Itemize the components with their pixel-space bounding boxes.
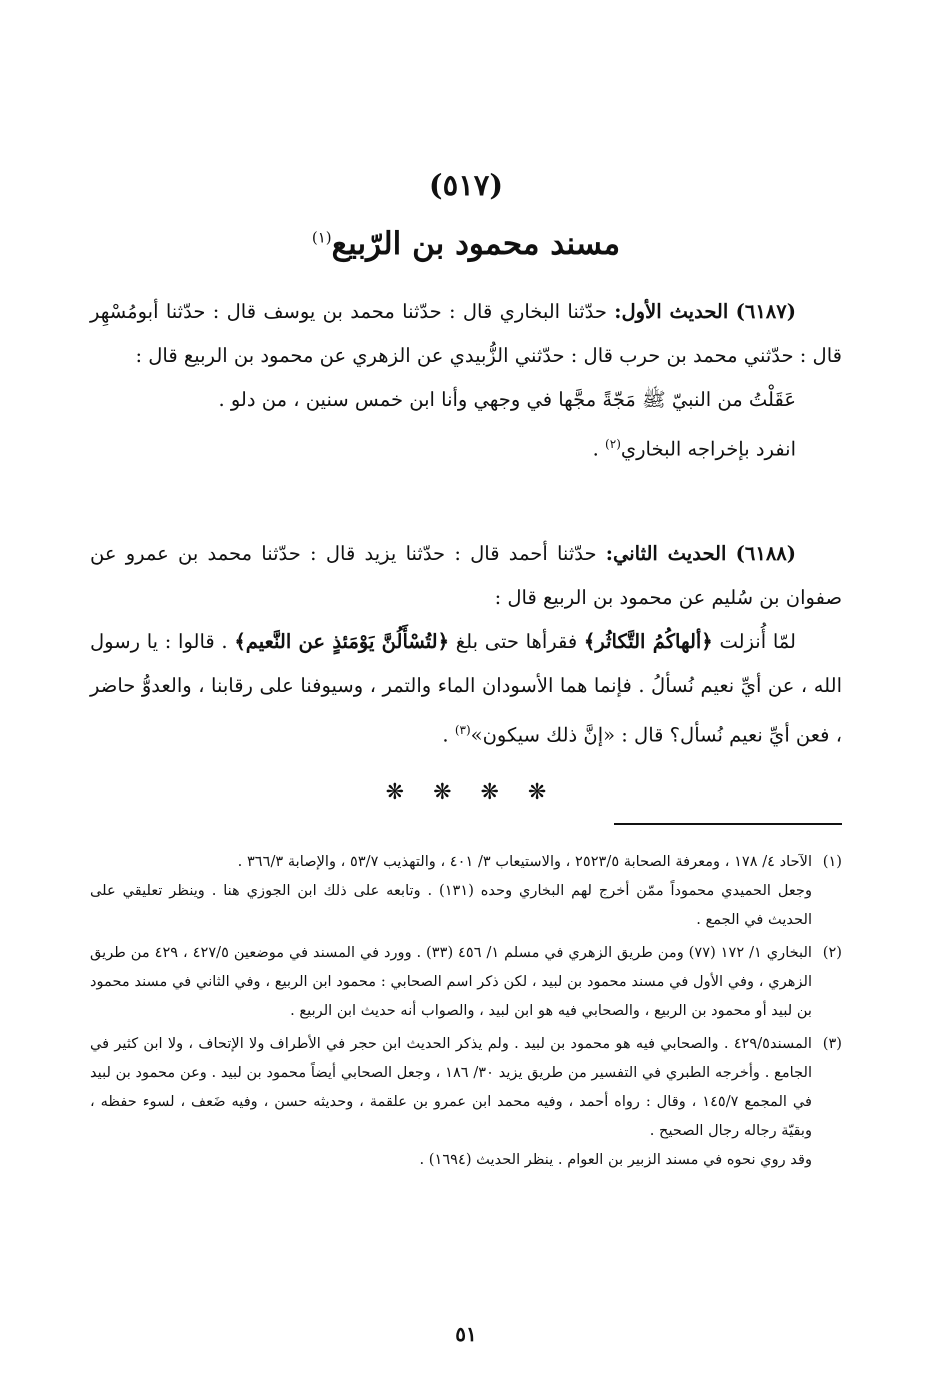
footnote xyxy=(90,1029,842,1174)
hadith-first xyxy=(90,290,842,472)
section-title xyxy=(90,226,842,262)
footnote-rule xyxy=(614,823,842,825)
takhrij-text: انفرد بإخراجه البخاري xyxy=(620,437,796,461)
hadith-matn: عَقَلْتُ من النبيّ ﷺ مَجّةً مجَّها في وجهي وأنا ابن خمس سنين ، من دلو . xyxy=(218,388,796,411)
hadith-isnad-text: حدّثنا البخاري قال : حدّثنا محمد بن يوسف قال : حدّثنا أبومُسْهِر قال : حدّثني محمد بن حرب قال : حدّثني الزُّبيدي عن الزهري عن محمود بن الربيع قال : xyxy=(90,300,842,367)
section-number: (٥١٧) xyxy=(428,168,504,202)
footnote-number: (٢) xyxy=(822,944,842,961)
quran-verse: ﴿ألهاكُمُ التَّكاثُر﴾ xyxy=(583,630,713,653)
footnote xyxy=(90,847,842,934)
footnote-number: (١) xyxy=(822,853,842,870)
hadith-heading: الحديث الثاني: xyxy=(605,542,727,565)
hadith-second xyxy=(90,532,842,758)
hadith-heading: الحديث الأول: xyxy=(614,300,729,323)
page-number: ٥١ xyxy=(455,1322,477,1346)
takhrij-end: . xyxy=(592,437,606,461)
hadith-isnad-text: حدّثنا أحمد قال : حدّثنا يزيد قال : حدّثنا محمد بن عمرو عن صفوان بن سُليم عن محمود بن الربيع قال : xyxy=(90,542,842,609)
hadith-matn-paragraph xyxy=(90,620,842,758)
section-separator: ❋ ❋ ❋ ❋ xyxy=(385,780,547,805)
matn-mid: فقرأها حتى بلغ xyxy=(449,630,584,653)
matn-rest: . قالوا : يا رسول الله ، عن أيِّ نعيم نُسألُ . فإنما هما الأسودان الماء والتمر ، وسيوفنا على رقابنا ، والعدوُّ حاضر ، فعن أيِّ نعيم نُسأل؟ قال : «إنَّ ذلك سيكون» xyxy=(90,630,842,747)
footnote-ref: (٢) xyxy=(605,437,621,451)
footnote xyxy=(90,938,842,1025)
footnote-line: المسند٤٢٩/٥ . والصحابي فيه هو محمود بن لبيد . ولم يذكر الحديث ابن حجر في الأطراف ولا الإتحاف ، ولا ابن كثير في الجامع . وأخرجه الطبري في التفسير من طريق يزيد ٣٠/ ١٨٦ ، وجعل الصحابي أيضاً محمود بن لبيد . وعن محمود بن لبيد في المجمع ١٤٥/٧ ، وقال : رواه أحمد ، وفيه محمد ابن عمرو بن علقمة ، وحديثه حسن ، وفيه ضَعف ، لسوء حفظه ، وبقيّة رجاله رجال الصحيح . xyxy=(90,1035,813,1139)
footnote-number: (٣) xyxy=(822,1035,842,1052)
hadith-number: (٦١٨٨) xyxy=(735,542,797,565)
footnote-line: الآحاد ٤/ ١٧٨ ، ومعرفة الصحابة ٢٥٢٣/٥ ، والاستيعاب ٣/ ٤٠١ ، والتهذيب ٥٣/٧ ، والإصابة ٣٦٦/٣ . xyxy=(237,853,812,870)
matn-end: . xyxy=(442,723,455,747)
footnote-line: البخاري ١/ ١٧٢ (٧٧) ومن طريق الزهري في مسلم ١/ ٤٥٦ (٣٣) . وورد في المسند في موضعين ٤٢٧/٥ ، ٤٢٩ من طريق الزهري ، وفي الأول في مسند محمود بن لبيد ، لكن ذكر اسم الصحابي : محمود ابن الربيع ، وفي الثاني في مسند محمود بن لبيد أو محمود بن الربيع ، والصحابي فيه هو ابن لبيد ، والصواب أنه حديث ابن الربيع . xyxy=(90,944,812,1019)
footnote-line: وجعل الحميدي محموداً ممّن أخرج لهم البخاري وحده (١٣١) . وتابعه على ذلك ابن الجوزي هنا . وينظر تعليقي على الحديث في الجمع . xyxy=(90,882,812,928)
book-page xyxy=(90,0,842,1378)
hadith-takhrij xyxy=(90,422,842,472)
hadith-isnad xyxy=(90,532,842,620)
hadith-isnad xyxy=(90,290,842,378)
footnote-ref: (٣) xyxy=(454,723,471,737)
title-footnote-ref: (١) xyxy=(311,228,332,247)
hadith-matn xyxy=(90,620,842,758)
hadith-number: (٦١٨٧) xyxy=(735,300,796,323)
footnotes xyxy=(90,847,842,1178)
section-title-text: مسند محمود بن الرّبيع xyxy=(331,226,621,262)
footnote-line: وقد روي نحوه في مسند الزبير بن العوام . ينظر الحديث (١٦٩٤) . xyxy=(419,1151,812,1168)
quran-verse: ﴿لتُسْأَلُنَّ يَوْمَئذٍ عن النَّعيم﴾ xyxy=(234,630,450,653)
matn-start: لمّا أُنزلت xyxy=(712,630,796,653)
